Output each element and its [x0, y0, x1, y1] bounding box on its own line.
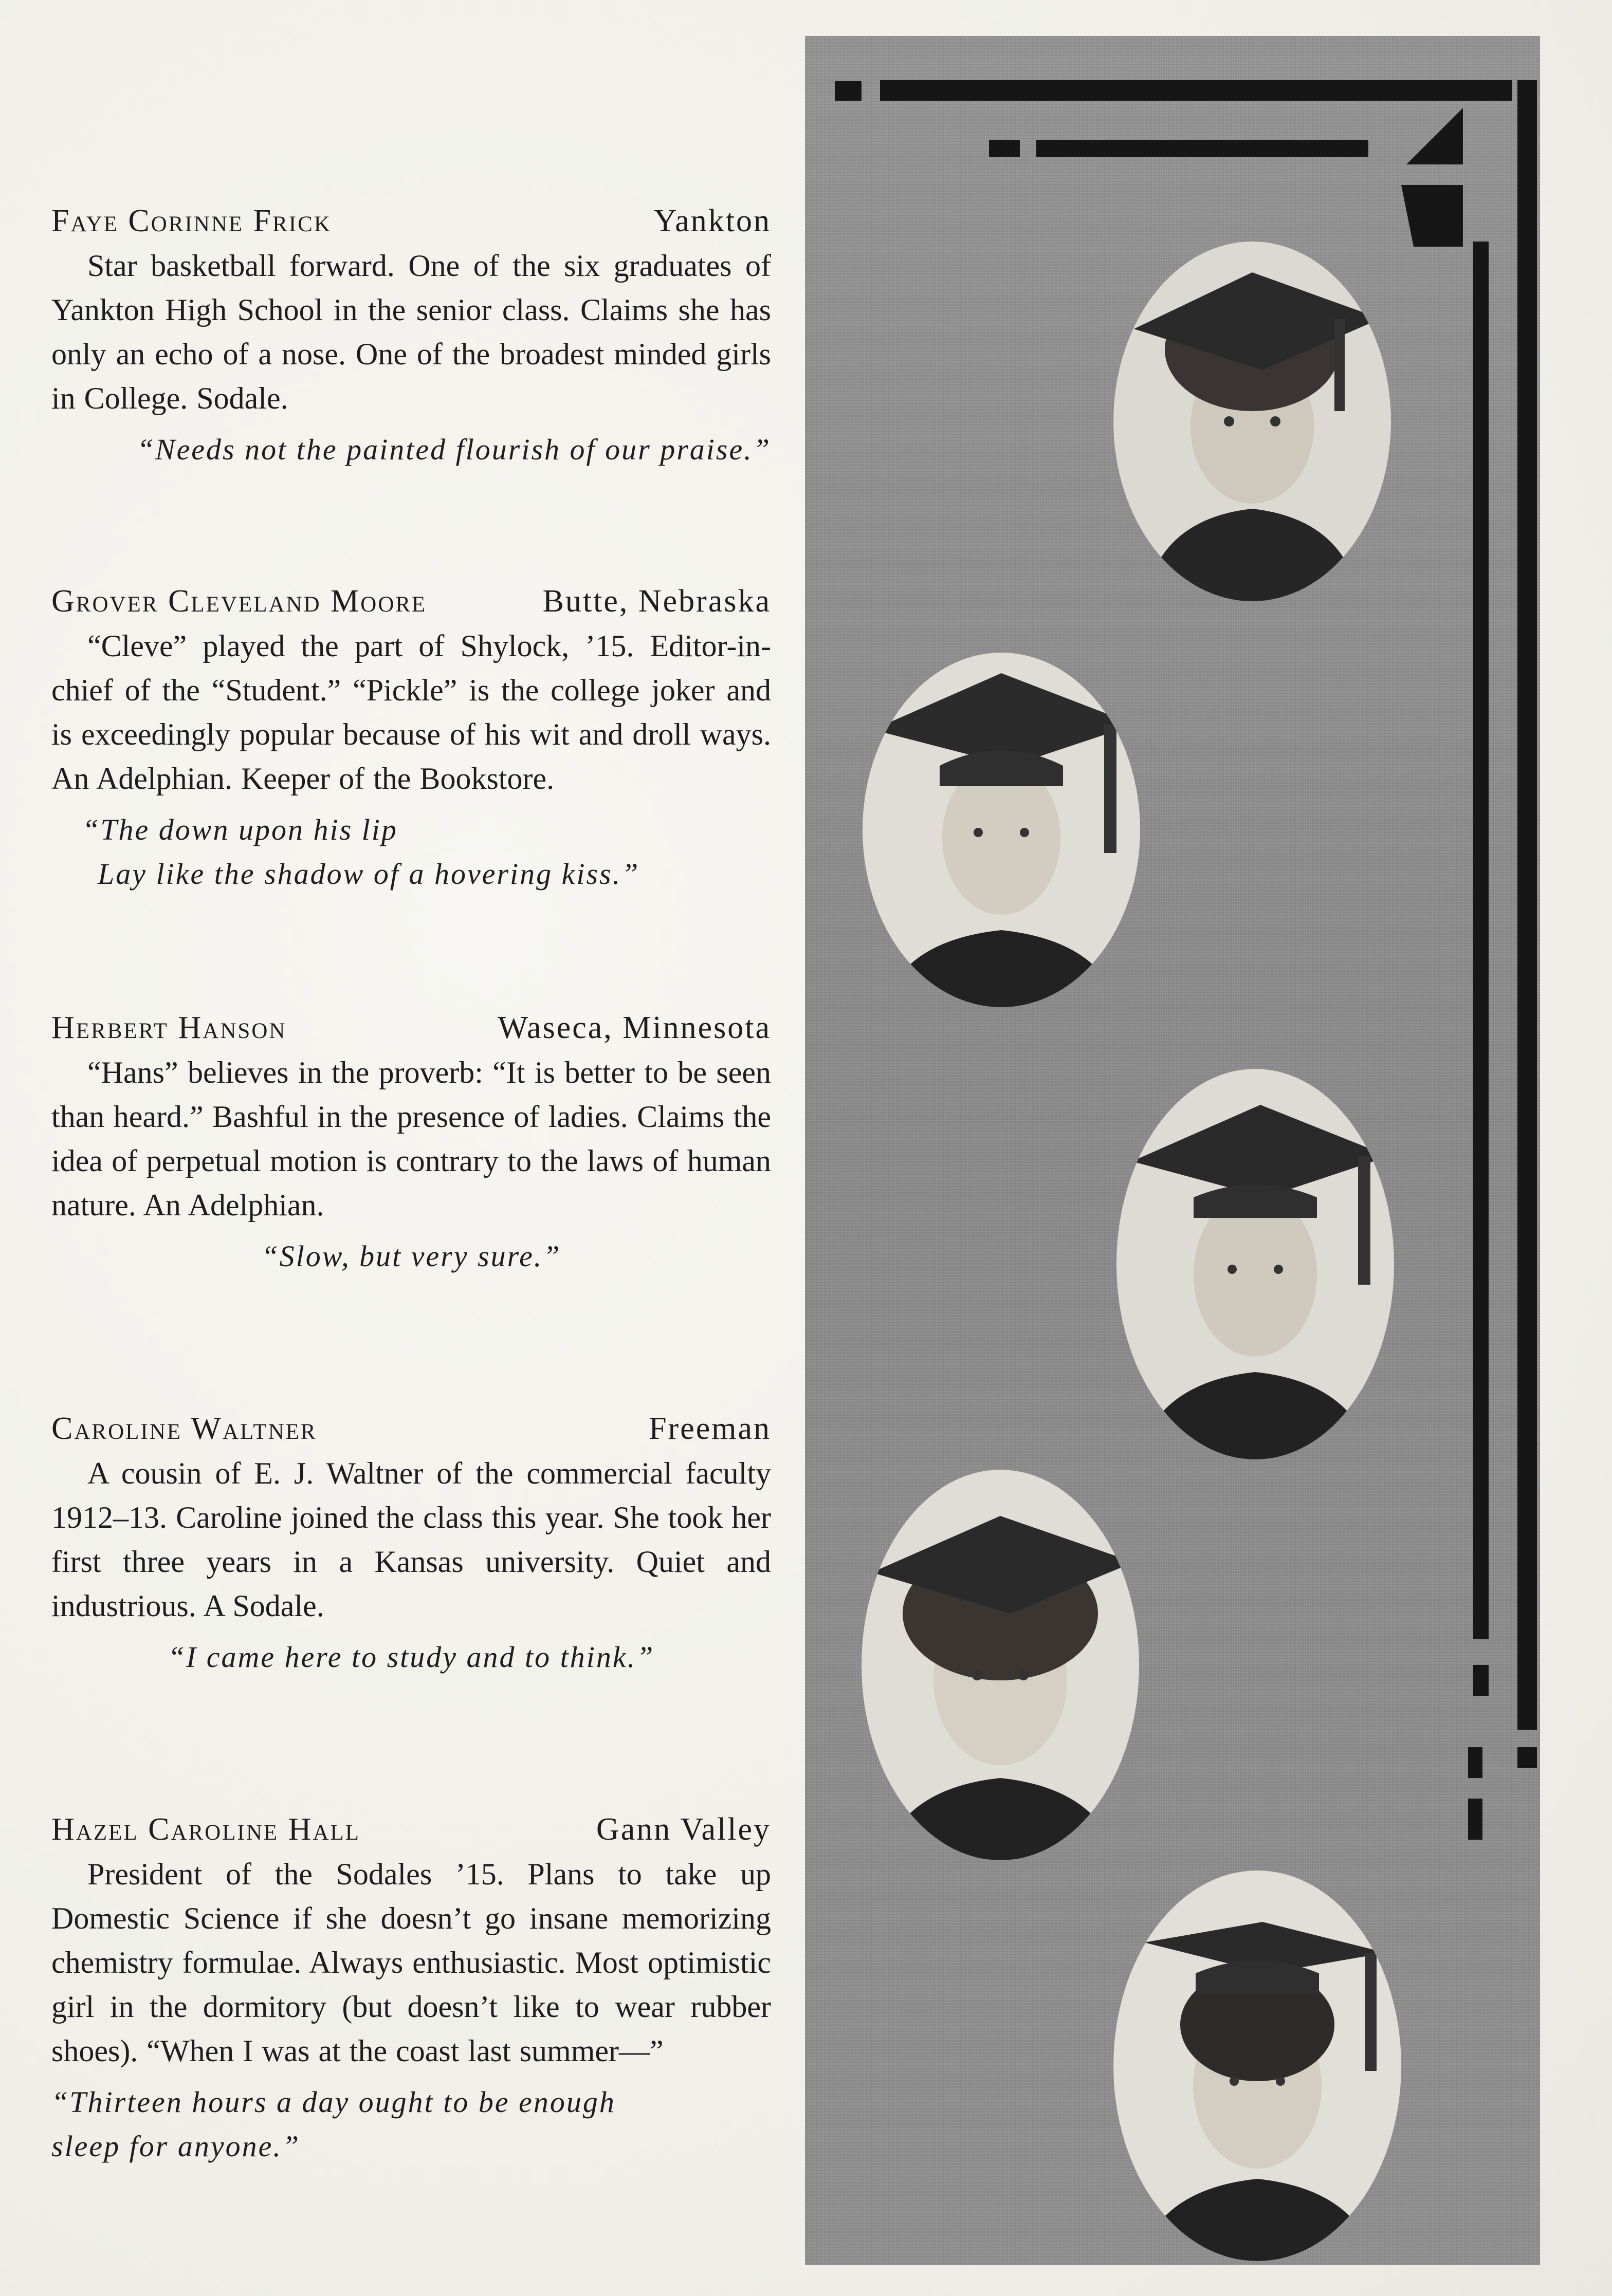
entry-name: Hazel Caroline Hall — [51, 1812, 361, 1847]
quote-line: “Thirteen hours a day ought to be enough — [51, 2085, 616, 2119]
quote-line: Lay like the shadow of a hovering kiss.” — [98, 857, 640, 891]
entry-header — [51, 200, 771, 242]
border-ornament-segment — [1468, 1747, 1482, 1778]
entry-moore — [51, 581, 771, 896]
entry-hometown: Yankton — [653, 203, 771, 238]
quote-line: “I came here to study and to think.” — [168, 1640, 655, 1674]
portrait-graduate-man-icon — [863, 653, 1140, 1007]
quote-line: sleep for anyone.” — [51, 2130, 301, 2163]
quote-line: “Needs not the painted flourish of our praise.” — [137, 433, 771, 466]
entry-quote — [51, 1234, 771, 1279]
entry-header — [51, 1007, 771, 1048]
entry-bio: President of the Sodales ’15. Plans to take up Domestic Science if she doesn’t go insane memorizing chemistry formulae. Always enthusiastic. Most optimistic girl in the dormitory (but doesn’t like to wear rubber shoes). “When I was at the coast last summer—” — [51, 1857, 771, 2068]
entry-hanson — [51, 1007, 771, 1279]
entry-header — [51, 581, 771, 622]
portrait-frick — [1113, 242, 1391, 601]
entry-bio: “Hans” believes in the proverb: “It is better to be seen than heard.” Bashful in the presence of ladies. Claims the idea of perpetual motion is contrary to the laws of human nature. An Adelphian. — [51, 1056, 771, 1222]
border-ornament-segment — [880, 80, 1512, 101]
entry-quote — [51, 2080, 771, 2169]
entry-hall — [51, 1809, 771, 2169]
border-ornament-segment — [989, 140, 1020, 157]
border-ornament-segment — [1517, 1747, 1537, 1768]
portrait-graduate-woman-icon — [862, 1470, 1139, 1860]
portrait-waltner — [862, 1470, 1139, 1860]
entry-name: Grover Cleveland Moore — [51, 584, 427, 619]
entry-frick — [51, 200, 771, 472]
entry-quote — [51, 1635, 771, 1679]
entry-name: Herbert Hanson — [51, 1010, 287, 1045]
portrait-moore — [863, 653, 1140, 1007]
border-ornament-segment — [1517, 80, 1537, 1730]
entry-name: Faye Corinne Frick — [51, 203, 332, 238]
border-ornament-segment — [1473, 242, 1489, 1639]
portrait-graduate-woman-icon — [1113, 242, 1391, 601]
entry-waltner — [51, 1408, 771, 1679]
quote-line: “Slow, but very sure.” — [261, 1239, 561, 1273]
border-ornament-segment — [1473, 1665, 1489, 1696]
entry-bio: Star basketball forward. One of the six graduates of Yankton High School in the senior class. Claims she has only an echo of a nose. One of the broadest minded girls in College. Sodale. — [51, 249, 771, 415]
entry-header — [51, 1408, 771, 1449]
entry-quote — [51, 428, 771, 472]
portrait-graduate-man-icon — [1116, 1069, 1394, 1459]
entry-name: Caroline Waltner — [51, 1411, 317, 1446]
border-ornament-segment — [1468, 1799, 1482, 1840]
quote-line: “The down upon his lip — [82, 813, 398, 846]
entry-quote — [51, 808, 771, 896]
entry-header — [51, 1809, 771, 1850]
portrait-hanson — [1116, 1069, 1394, 1459]
entry-hometown: Gann Valley — [596, 1812, 771, 1847]
border-ornament-segment — [1036, 140, 1368, 157]
border-ornament-segment — [835, 81, 862, 101]
corner-fan-ornament — [1406, 108, 1463, 164]
entry-bio: A cousin of E. J. Waltner of the commercial faculty 1912–13. Caroline joined the class this year. She took her first three years in a Kansas university. Quiet and industrious. A Sodale. — [51, 1456, 771, 1623]
portrait-hall — [1113, 1871, 1401, 2261]
entry-hometown: Freeman — [649, 1411, 771, 1446]
entry-hometown: Butte, Nebraska — [542, 584, 771, 619]
corner-fan-ornament — [1401, 185, 1463, 247]
photo-panel — [805, 36, 1540, 2265]
entry-hometown: Waseca, Minnesota — [498, 1010, 771, 1045]
entry-bio: “Cleve” played the part of Shylock, ’15. Editor-in-chief of the “Student.” “Pickle” is the college joker and is exceedingly popular because of his wit and droll ways. An Adelphian. Keeper of the Bookstore. — [51, 629, 771, 795]
portrait-graduate-woman-icon — [1113, 1871, 1401, 2261]
